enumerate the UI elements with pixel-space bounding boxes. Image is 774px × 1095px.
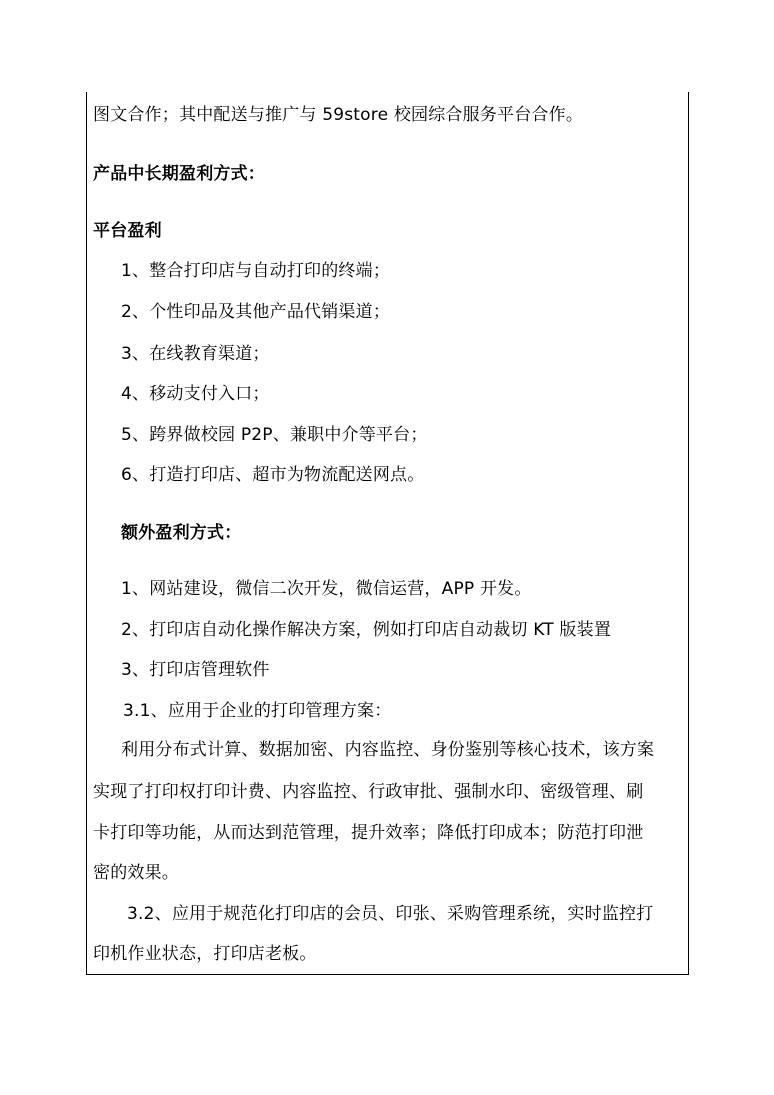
heading-mid-long-term: 产品中长期盈利方式： bbox=[93, 164, 265, 184]
list-item: 3、在线教育渠道； bbox=[121, 344, 270, 364]
paragraph-line: 印机作业状态，打印店老板。 bbox=[93, 944, 317, 964]
list-item: 2、个性印品及其他产品代销渠道； bbox=[121, 302, 391, 322]
list-item: 2、打印店自动化操作解决方案，例如打印店自动裁切 KT 版装置 bbox=[121, 620, 612, 640]
paragraph-line: 3.2、应用于规范化打印店的会员、印张、采购管理系统，实时监控打 bbox=[127, 904, 654, 924]
paragraph-line: 密的效果。 bbox=[93, 863, 179, 883]
list-item: 4、移动支付入口； bbox=[121, 384, 270, 404]
list-item: 3、打印店管理软件 bbox=[121, 660, 270, 680]
heading-platform-profit: 平台盈利 bbox=[93, 221, 162, 241]
intro-line: 图文合作；其中配送与推广与 59store 校园综合服务平台合作。 bbox=[93, 105, 584, 125]
list-item: 5、跨界做校园 P2P、兼职中介等平台； bbox=[121, 425, 428, 445]
paragraph-line: 利用分布式计算、数据加密、内容监控、身份鉴别等核心技术，该方案 bbox=[121, 740, 655, 760]
list-item: 6、打造打印店、超市为物流配送网点。 bbox=[121, 465, 425, 485]
paragraph-line: 实现了打印权打印计费、内容监控、行政审批、强制水印、密级管理、刷 bbox=[93, 782, 644, 802]
sub-item-3-1: 3.1、应用于企业的打印管理方案： bbox=[123, 701, 392, 721]
paragraph-line: 卡打印等功能，从而达到范管理，提升效率；降低打印成本；防范打印泄 bbox=[93, 823, 644, 843]
list-item: 1、网站建设，微信二次开发，微信运营，APP 开发。 bbox=[121, 579, 532, 599]
heading-extra-profit: 额外盈利方式： bbox=[121, 523, 242, 543]
list-item: 1、整合打印店与自动打印的终端； bbox=[121, 261, 391, 281]
